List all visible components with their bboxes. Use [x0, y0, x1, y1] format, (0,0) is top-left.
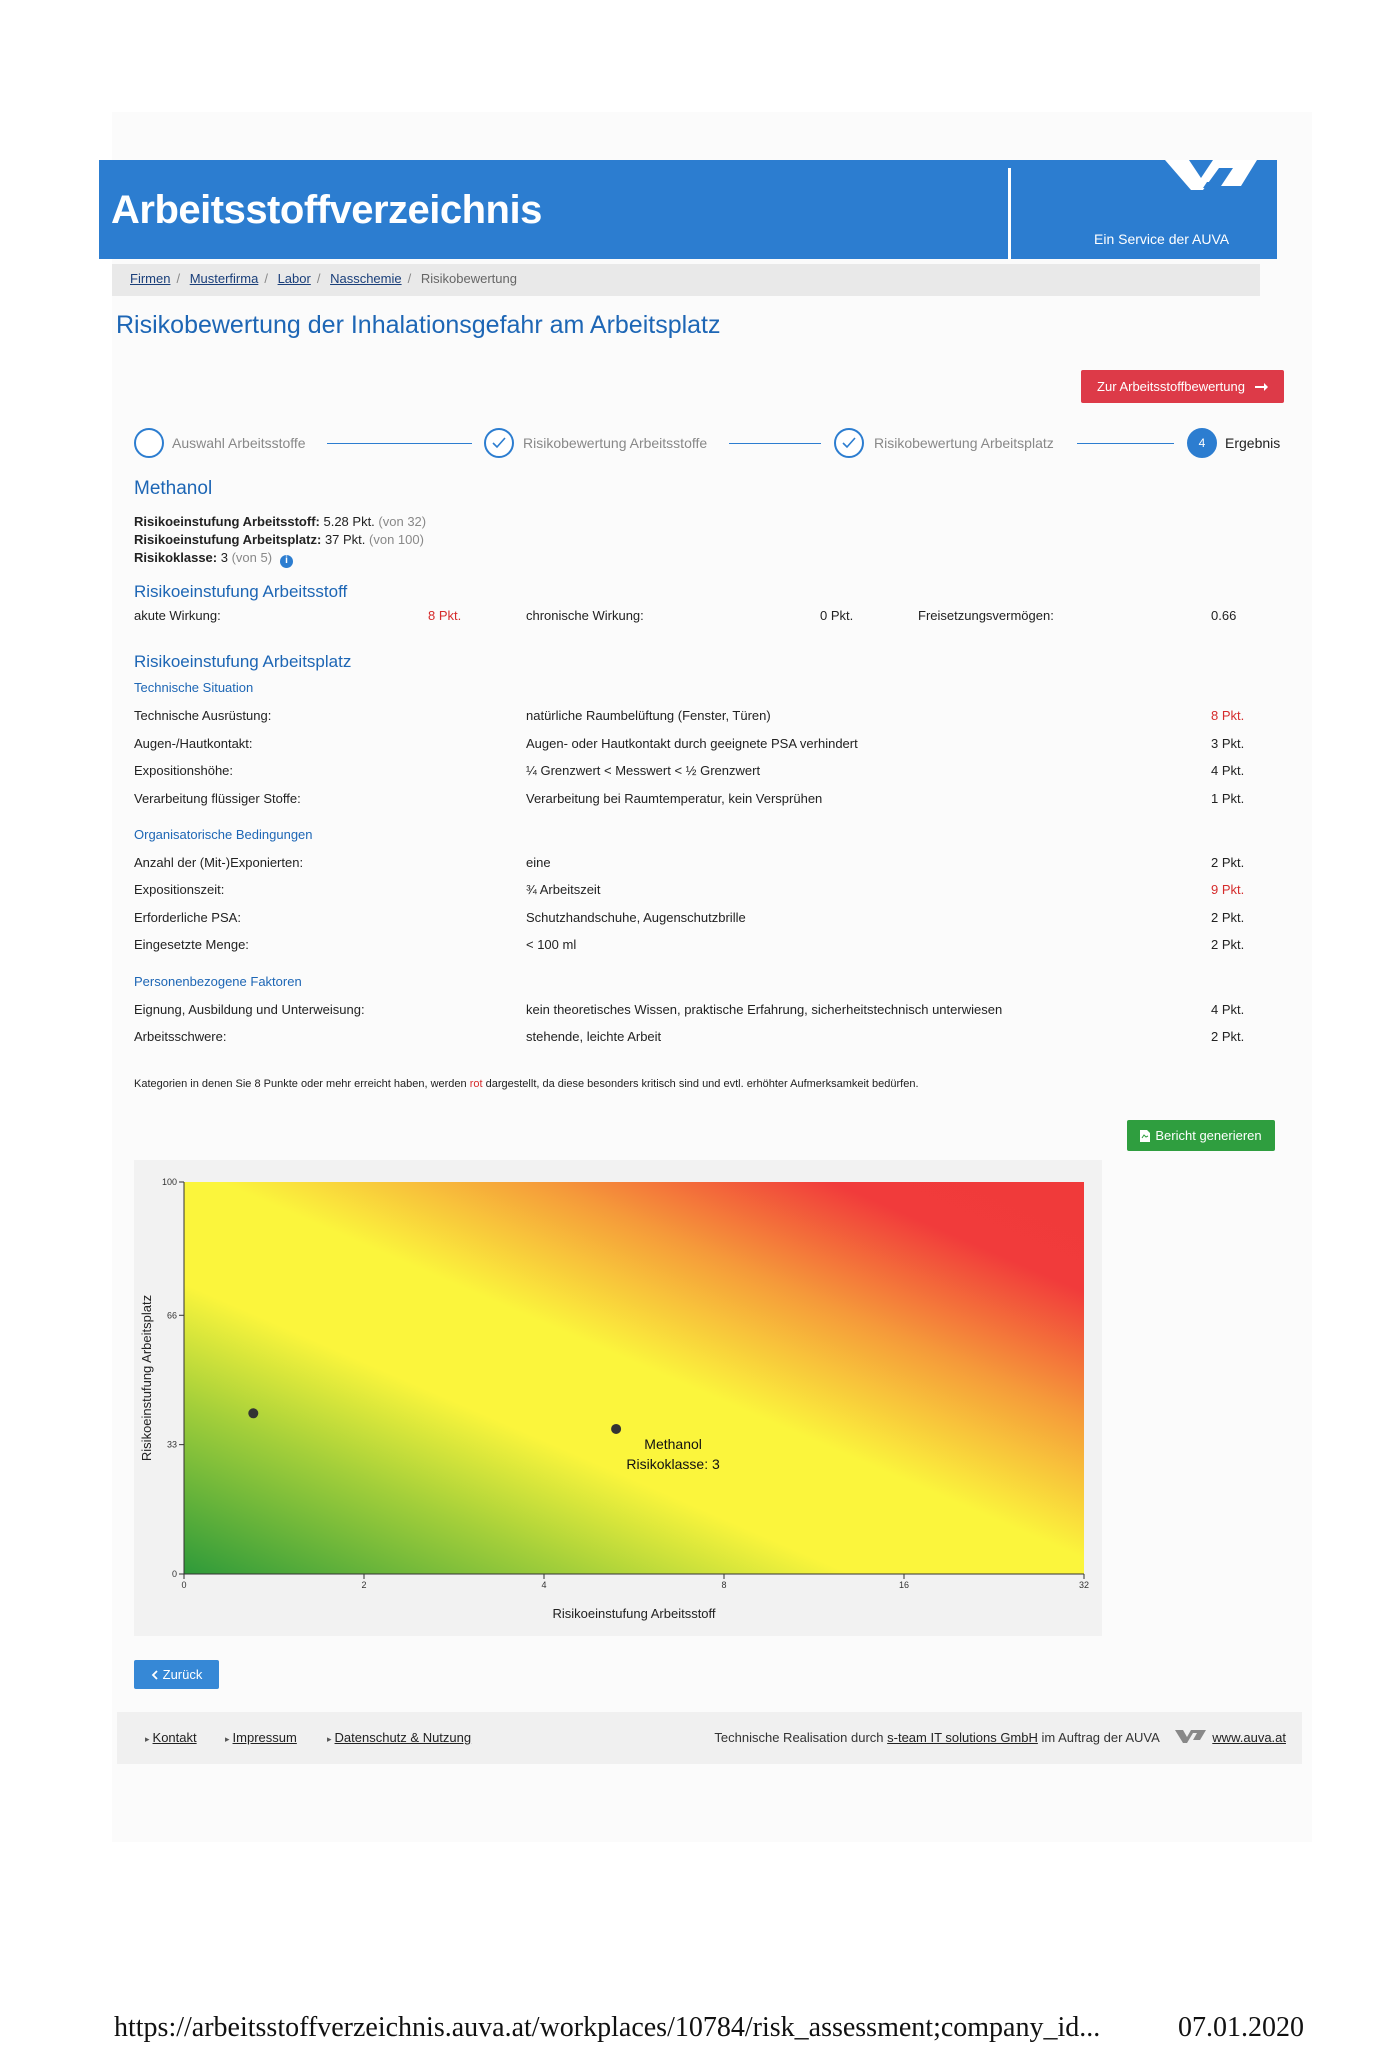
row-points: 2 Pkt.: [1211, 1029, 1245, 1044]
footnote-text: Kategorien in denen Sie 8 Punkte oder mehr erreicht haben, werden: [134, 1078, 470, 1090]
group-title-personal: Personenbezogene Faktoren: [134, 974, 302, 989]
footnote-text: dargestellt, da diese besonders kritisch sind und evtl. erhöhter Aufmerksamkeit bedürfen.: [482, 1078, 919, 1090]
arrow-right-icon: [1255, 382, 1268, 392]
breadcrumb-item-firmen[interactable]: Firmen: [130, 271, 171, 286]
chart-x-tick-label: 4: [541, 1580, 547, 1590]
breadcrumb-separator: /: [264, 271, 268, 286]
chart-x-tick-label: 0: [181, 1580, 187, 1590]
row-points: 2 Pkt.: [1211, 910, 1245, 925]
generate-report-label: Bericht generieren: [1155, 1128, 1262, 1143]
row-label: Arbeitsschwere:: [134, 1029, 227, 1044]
to-substance-assessment-label: Zur Arbeitsstoffbewertung: [1097, 379, 1245, 394]
chronic-value: 0 Pkt.: [820, 608, 854, 623]
table-row: [134, 708, 1254, 726]
row-points: 9 Pkt.: [1211, 882, 1245, 897]
critical-footnote: [134, 1078, 919, 1090]
chart-point-label: Methanol: [644, 1435, 702, 1452]
row-label: Eingesetzte Menge:: [134, 937, 249, 952]
auva-small-logo-icon: [1173, 1730, 1207, 1744]
substance-section-title: Risikoeinstufung Arbeitsstoff: [134, 582, 348, 601]
release-label: Freisetzungsvermögen:: [918, 608, 1054, 623]
summary-max: (von 5): [231, 550, 273, 565]
substance-effects-row: [134, 608, 1254, 626]
chart-y-tick-label: 33: [166, 1439, 177, 1450]
step-connector: [1077, 443, 1174, 444]
step-4-circle[interactable]: 4: [1187, 428, 1217, 458]
breadcrumb-item-musterfirma[interactable]: Musterfirma: [189, 271, 259, 286]
chevron-left-icon: [151, 1670, 158, 1680]
chronic-label: chronische Wirkung:: [526, 608, 644, 623]
auva-logo-icon[interactable]: [1161, 160, 1261, 194]
row-value: natürliche Raumbelüftung (Fenster, Türen): [526, 708, 771, 723]
step-4-label[interactable]: Ergebnis: [1225, 435, 1281, 451]
table-row: [134, 763, 1254, 781]
row-value: kein theoretisches Wissen, praktische Erfahrung, sicherheitstechnisch unterwiesen: [526, 1002, 1003, 1017]
step-3-label[interactable]: Risikobewertung Arbeitsplatz: [874, 435, 1054, 451]
table-row: [134, 882, 1254, 900]
summary-label: Risikoeinstufung Arbeitsstoff:: [134, 514, 320, 529]
summary-max: (von 32): [378, 514, 427, 529]
footer-credit: [714, 1730, 1286, 1745]
row-points: 2 Pkt.: [1211, 855, 1245, 870]
substance-name: Methanol: [134, 478, 213, 499]
back-label: Zurück: [162, 1667, 203, 1682]
release-value: 0.66: [1211, 608, 1237, 623]
chart-x-tick-label: 8: [721, 1580, 727, 1590]
footer-credit-text: im Auftrag der AUVA: [1037, 1730, 1160, 1745]
breadcrumb-separator: /: [407, 271, 412, 286]
chart-data-point: [611, 1424, 621, 1434]
site-title[interactable]: Arbeitsstoffverzeichnis: [111, 188, 542, 232]
footer-link-datenschutz[interactable]: ▸ Datenschutz & Nutzung: [327, 1730, 471, 1745]
acute-value: 8 Pkt.: [428, 608, 462, 623]
print-url: https://arbeitsstoffverzeichnis.auva.at/workplaces/10784/risk_assessment;company_id...: [114, 2012, 1101, 2043]
footer-link-impressum[interactable]: ▸ Impressum: [225, 1730, 297, 1745]
chart-y-tick-label: 0: [171, 1569, 177, 1579]
table-row: [134, 910, 1254, 928]
breadcrumb-separator: /: [316, 271, 321, 286]
workplace-section-title: Risikoeinstufung Arbeitsplatz: [134, 652, 352, 671]
pdf-file-icon: [1140, 1130, 1150, 1142]
row-points: 1 Pkt.: [1211, 791, 1245, 806]
row-value: < 100 ml: [526, 937, 577, 952]
step-connector: [327, 443, 472, 444]
print-date: 07.01.2020: [1178, 2012, 1304, 2043]
chart-y-axis-label: Risikoeinstufung Arbeitsplatz: [139, 1294, 154, 1462]
chart-point-sublabel: Risikoklasse: 3: [626, 1455, 720, 1472]
step-2-check-icon[interactable]: [484, 428, 514, 458]
footer-link-kontakt[interactable]: ▸ Kontakt: [145, 1730, 197, 1745]
table-row: [134, 1029, 1254, 1047]
breadcrumb-item-labor[interactable]: Labor: [277, 271, 311, 286]
row-value: Schutzhandschuhe, Augenschutzbrille: [526, 910, 746, 925]
row-label: Anzahl der (Mit-)Exponierten:: [134, 855, 304, 870]
table-row: [134, 937, 1254, 955]
chart-x-tick-label: 16: [898, 1580, 910, 1590]
step-connector: [729, 443, 821, 444]
row-points: 2 Pkt.: [1211, 937, 1245, 952]
generate-report-button[interactable]: [1127, 1120, 1275, 1151]
chart-x-tick-label: 2: [361, 1580, 367, 1590]
summary-label: Risikoeinstufung Arbeitsplatz:: [134, 532, 322, 547]
row-label: Erforderliche PSA:: [134, 910, 241, 925]
breadcrumb-separator: /: [176, 271, 181, 286]
header-service-text: Ein Service der AUVA: [1094, 231, 1230, 247]
risk-chart-container: [134, 1160, 1102, 1636]
table-row: [134, 736, 1254, 754]
summary-row: [134, 531, 426, 549]
footnote-red-word: rot: [469, 1078, 483, 1090]
row-label: Verarbeitung flüssiger Stoffe:: [134, 791, 301, 806]
row-label: Augen-/Hautkontakt:: [134, 736, 253, 751]
step-1-circle[interactable]: [134, 428, 164, 458]
site-footer: [117, 1712, 1302, 1764]
breadcrumb-current: Risikobewertung: [420, 271, 517, 286]
back-button[interactable]: [134, 1660, 219, 1689]
summary-value: 37 Pkt.: [324, 532, 366, 547]
chart-y-tick-label: 66: [166, 1310, 177, 1321]
row-label: Expositionszeit:: [134, 882, 225, 897]
row-points: 3 Pkt.: [1211, 736, 1245, 751]
step-3-check-icon[interactable]: [834, 428, 864, 458]
header-divider: [1008, 168, 1011, 259]
chart-x-axis-label: Risikoeinstufung Arbeitsstoff: [552, 1606, 716, 1621]
table-row: [134, 791, 1254, 809]
risk-chart: [134, 1160, 1102, 1636]
chart-x-tick-label: 32: [1078, 1580, 1090, 1590]
row-label: Eignung, Ausbildung und Unterweisung:: [134, 1002, 365, 1017]
wizard-stepper: [134, 428, 1284, 460]
summary-value: 3: [220, 550, 228, 565]
breadcrumb: [112, 264, 1260, 296]
site-header: [99, 160, 1277, 259]
table-row: [134, 1002, 1254, 1020]
info-icon[interactable]: i: [280, 555, 293, 568]
breadcrumb-item-nasschemie[interactable]: Nasschemie: [330, 271, 402, 286]
row-value: stehende, leichte Arbeit: [526, 1029, 662, 1044]
row-value: eine: [526, 855, 551, 870]
chart-y-tick-label: 100: [161, 1177, 177, 1187]
row-value: Augen- oder Hautkontakt durch geeignete PSA verhindert: [526, 736, 858, 751]
page-title: Risikobewertung der Inhalationsgefahr am Arbeitsplatz: [116, 311, 721, 339]
row-label: Expositionshöhe:: [134, 763, 234, 778]
step-1-label[interactable]: Auswahl Arbeitsstoffe: [172, 435, 306, 451]
row-points: 4 Pkt.: [1211, 1002, 1245, 1017]
table-row: [134, 855, 1254, 873]
group-title-organisational: Organisatorische Bedingungen: [134, 827, 313, 842]
group-title-technical: Technische Situation: [134, 680, 254, 695]
to-substance-assessment-button[interactable]: [1081, 370, 1284, 403]
row-points: 8 Pkt.: [1211, 708, 1245, 723]
footer-credit-text: Technische Realisation durch: [714, 1730, 888, 1745]
row-value: ¼ Grenzwert < Messwert < ½ Grenzwert: [526, 763, 761, 778]
row-points: 4 Pkt.: [1211, 763, 1245, 778]
summary-label: Risikoklasse:: [134, 550, 218, 565]
row-value: ¾ Arbeitszeit: [526, 882, 601, 897]
chart-data-point: [248, 1408, 258, 1418]
risk-gradient-area: [184, 1182, 1084, 1574]
summary-max: (von 100): [369, 532, 424, 547]
footer-link-auva[interactable]: www.auva.at: [1212, 1730, 1286, 1745]
footer-link-steam[interactable]: s-team IT solutions GmbH: [887, 1730, 1038, 1745]
summary-value: 5.28 Pkt.: [323, 514, 375, 529]
step-2-label[interactable]: Risikobewertung Arbeitsstoffe: [523, 435, 708, 451]
acute-label: akute Wirkung:: [134, 608, 221, 623]
summary-row: [134, 513, 426, 531]
risk-summary: [134, 513, 426, 568]
row-value: Verarbeitung bei Raumtemperatur, kein Versprühen: [526, 791, 823, 806]
row-label: Technische Ausrüstung:: [134, 708, 272, 723]
summary-row: [134, 549, 426, 568]
